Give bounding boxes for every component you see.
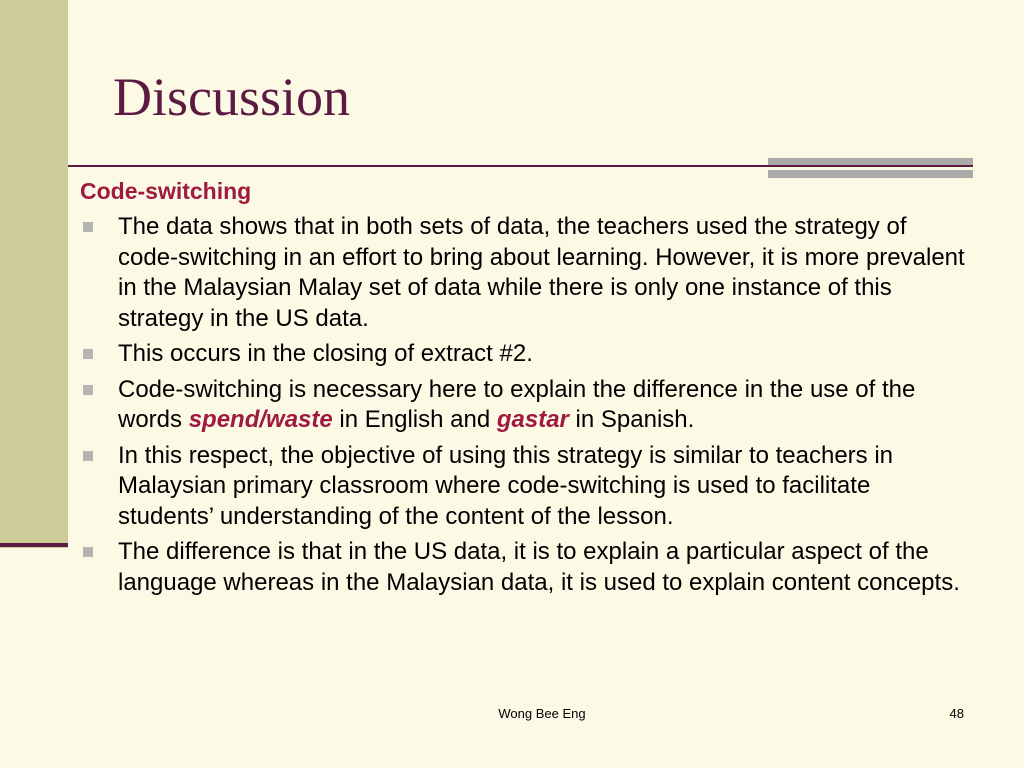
bullet-text: This occurs in the closing of extract #2. xyxy=(118,340,533,367)
square-bullet-icon xyxy=(83,385,93,395)
bullet-text: In this respect, the objective of using this strategy is similar to teachers in Malaysian primary classroom where code-switching is used to facilitate students’ understanding of the content of the lesson. xyxy=(118,441,894,530)
square-bullet-icon xyxy=(83,349,93,359)
bullet-item xyxy=(80,537,970,598)
bullet-item xyxy=(80,212,970,334)
bullet-item xyxy=(80,375,970,436)
left-band-underline xyxy=(0,543,68,547)
square-bullet-icon xyxy=(83,222,93,232)
title-divider xyxy=(68,165,973,167)
slide-body xyxy=(80,176,970,603)
square-bullet-icon xyxy=(83,547,93,557)
bullet-text-part: Code-switching is necessary here to explain the difference in the use of the words xyxy=(118,375,916,433)
left-decorative-band xyxy=(0,0,68,548)
bullet-text: The difference is that in the US data, it is to explain a particular aspect of the language whereas in the Malaysian data, it is used to explain content concepts. xyxy=(118,538,960,596)
square-bullet-icon xyxy=(83,451,93,461)
slide-title: Discussion xyxy=(113,67,351,127)
emphasized-term: spend/waste xyxy=(188,406,333,433)
bullet-text: The data shows that in both sets of data, the teachers used the strategy of code-switching in an effort to bring about learning. However, it is more prevalent in the Malaysian Malay set of data while there is only one instance of this strategy in the US data. xyxy=(118,213,965,332)
bullet-item xyxy=(80,441,970,533)
bullet-text-part: in English and xyxy=(332,406,497,433)
bullet-text-part: in Spanish. xyxy=(568,406,695,433)
bullet-item xyxy=(80,339,970,370)
title-accent-bar-top xyxy=(768,158,973,165)
section-heading: Code-switching xyxy=(80,178,252,204)
emphasized-term: gastar xyxy=(496,406,569,433)
footer-author: Wong Bee Eng xyxy=(498,706,586,721)
page-number: 48 xyxy=(949,706,964,721)
